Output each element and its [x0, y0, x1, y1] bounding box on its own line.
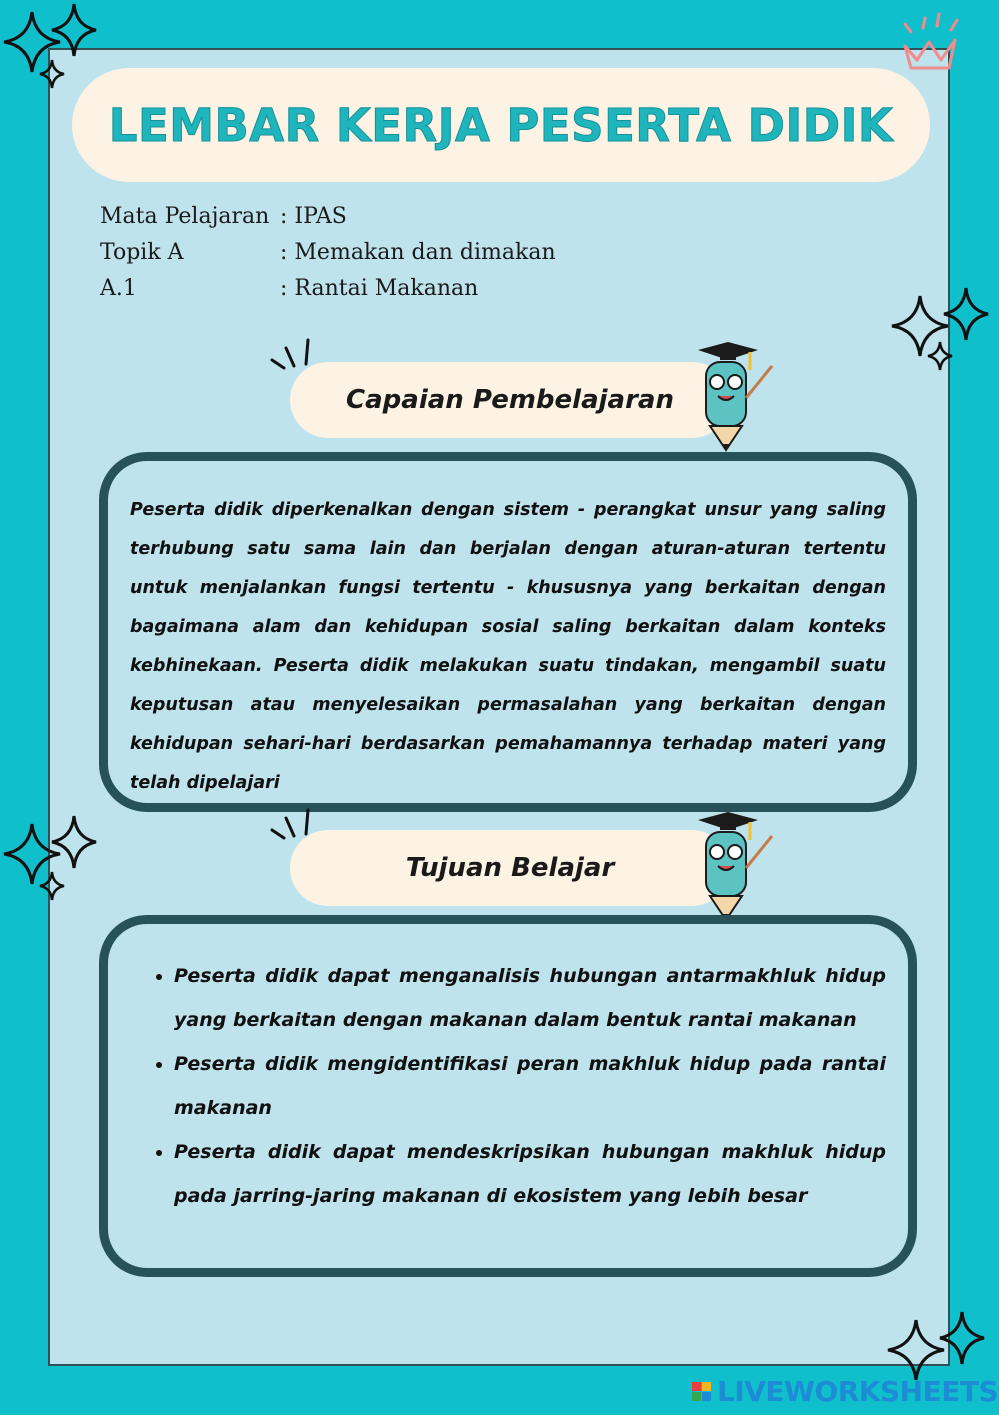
pencil-mascot-icon: [680, 336, 780, 454]
pencil-mascot-icon: [680, 806, 780, 924]
capaian-title: Capaian Pembelajaran: [346, 385, 674, 415]
tujuan-box: [99, 915, 917, 1277]
capaian-box: [99, 452, 917, 812]
title-banner: [72, 68, 930, 182]
capaian-text: Peserta didik diperkenalkan dengan sistem - perangkat unsur yang saling terhubung satu sama lain dan berjalan dengan aturan-aturan tertentu untuk menjalankan fungsi tertentu - khususnya yang berkaitan dengan bagaimana alam dan kehidupan sosial saling berkaitan dalam konteks kebhinekaan. Peserta didik melakukan suatu tindakan, mengambil suatu keputusan atau menyelesaikan permasalahan yang berkaitan dengan kehidupan sehari-hari berdasarkan pemahamannya terhadap materi yang telah dipelajari: [130, 500, 886, 793]
info-label: A.1: [100, 275, 137, 301]
list-item: • Peserta didik mengidentifikasi peran makhluk hidup pada rantai makanan: [174, 1042, 886, 1130]
info-row: [100, 234, 556, 270]
subject-info: [100, 198, 556, 306]
info-value: : Memakan dan dimakan: [280, 239, 556, 265]
page-title: LEMBAR KERJA PESERTA DIDIK: [108, 98, 894, 152]
tujuan-heading: [290, 830, 730, 906]
info-value: : Rantai Makanan: [280, 275, 479, 301]
tujuan-title: Tujuan Belajar: [405, 853, 615, 883]
logo-squares-icon: [692, 1382, 711, 1401]
capaian-heading: [290, 362, 730, 438]
info-row: [100, 198, 556, 234]
info-label: Mata Pelajaran: [100, 203, 270, 229]
liveworksheets-logo[interactable]: [692, 1376, 998, 1406]
info-row: [100, 270, 556, 306]
sparkle-icon: [0, 812, 110, 912]
brand-name: LIVEWORKSHEETS: [717, 1374, 999, 1408]
tujuan-list: [130, 954, 886, 1218]
list-item: • Peserta didik dapat menganalisis hubungan antarmakhluk hidup yang berkaitan dengan makanan dalam bentuk rantai makanan: [174, 954, 886, 1042]
list-item: • Peserta didik dapat mendeskripsikan hubungan makhluk hidup pada jarring-jaring makanan di ekosistem yang lebih besar: [174, 1130, 886, 1218]
info-label: Topik A: [100, 239, 184, 265]
info-value: : IPAS: [280, 203, 347, 229]
sparkle-icon: [888, 284, 998, 384]
crown-icon: [895, 10, 975, 74]
